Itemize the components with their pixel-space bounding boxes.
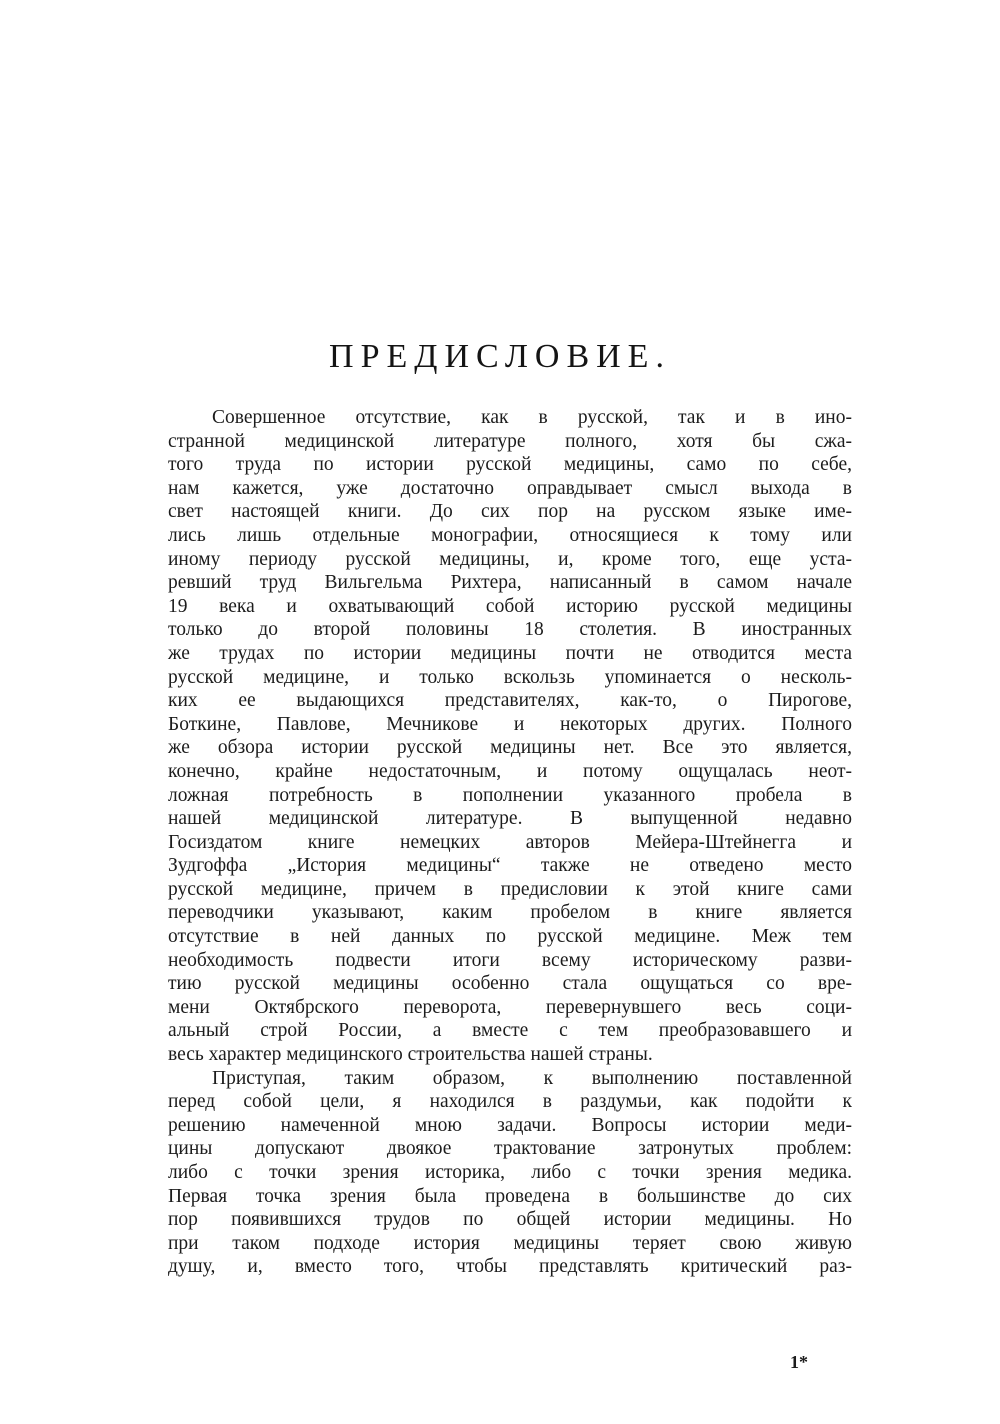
text-line: Боткине, Павлове, Мечникове и некоторых других. Полного xyxy=(168,713,852,735)
text-line: нашей медицинской литературе. В выпущенной недавно xyxy=(168,808,852,830)
text-line: альный строй России, а вместе с тем преобразовавшего и xyxy=(168,1020,852,1042)
text-line: же трудах по истории медицины почти не отводится места xyxy=(168,642,852,664)
text-line: Зудгоффа „История медицины“ также не отведено место xyxy=(168,855,852,877)
text-line: Совершенное отсутствие, как в русской, так и в ино- xyxy=(212,407,852,428)
text-line: либо с точки зрения историка, либо с точки зрения медика. xyxy=(168,1162,852,1183)
text-line: весь характер медицинского строительства нашей страны. xyxy=(168,1044,653,1066)
text-line: мени Октябрского переворота, перевернувшего весь соци- xyxy=(168,996,852,1018)
text-line: русской медицине, причем в предисловии к этой книге сами xyxy=(168,878,852,900)
text-line: ревший труд Вильгельма Рихтера, написанный в самом начале xyxy=(168,572,852,594)
text-line: только до второй половины 18 столетия. В иностранных xyxy=(168,619,852,641)
text-line: Приступая, таким образом, к выполнению поставленной xyxy=(212,1067,852,1089)
text-line: цины допускают двоякое трактование затронутых проблем: xyxy=(168,1138,852,1160)
text-line: решению намеченной мною задачи. Вопросы истории меди- xyxy=(168,1114,852,1136)
text-line: Госиздатом книге немецких авторов Мейера-Штейнегга и xyxy=(168,831,852,853)
text-line: лись лишь отдельные монографии, относящиеся к тому или xyxy=(168,524,852,546)
text-line: 19 века и охватывающий собой историю русской медицины xyxy=(168,595,852,617)
preface-body xyxy=(168,406,852,1279)
text-line: при таком подходе история медицины теряет свою живую xyxy=(168,1232,852,1254)
paragraph-2 xyxy=(168,1067,852,1279)
text-line: нам кажется, уже достаточно оправдывает смысл выхода в xyxy=(168,477,852,499)
text-line: конечно, крайне недостаточным, и потому ощущалась неот- xyxy=(168,760,852,782)
text-line: перед собой цели, я находился в раздумьи, как подойти к xyxy=(168,1091,852,1113)
text-line: странной медицинской литературе полного, хотя бы сжа- xyxy=(168,430,852,452)
page-title: ПРЕДИСЛОВИЕ. xyxy=(329,338,671,375)
text-line: свет настоящей книги. До сих пор на русском языке име- xyxy=(168,501,852,523)
text-line: ких ее выдающихся представителях, как-то, о Пирогове, xyxy=(168,690,852,712)
text-line: пор появившихся трудов по общей истории медицины. Но xyxy=(168,1209,852,1231)
text-line: отсутствие в ней данных по русской медицине. Меж тем xyxy=(168,926,852,948)
text-line: Первая точка зрения была проведена в большинстве до сих xyxy=(168,1185,852,1207)
text-line: иному периоду русской медицины, и, кроме того, еще уста- xyxy=(168,548,852,570)
text-line: тию русской медицины особенно стала ощущаться со вре- xyxy=(168,973,852,995)
text-line: того труда по истории русской медицины, само по себе, xyxy=(168,454,852,476)
paragraph-1 xyxy=(168,406,852,1067)
text-line: русской медицине, и только вскользь упоминается о несколь- xyxy=(168,666,852,688)
text-line: душу, и, вместо того, чтобы представлять критический раз- xyxy=(168,1256,852,1278)
text-line: необходимость подвести итоги всему историческому разви- xyxy=(168,949,852,971)
page-number: 1* xyxy=(790,1352,808,1372)
text-line: ложная потребность в пополнении указанного пробела в xyxy=(168,784,852,806)
text-line: же обзора истории русской медицины нет. Все это является, xyxy=(168,737,852,759)
text-line: переводчики указывают, каким пробелом в книге является xyxy=(168,902,852,924)
